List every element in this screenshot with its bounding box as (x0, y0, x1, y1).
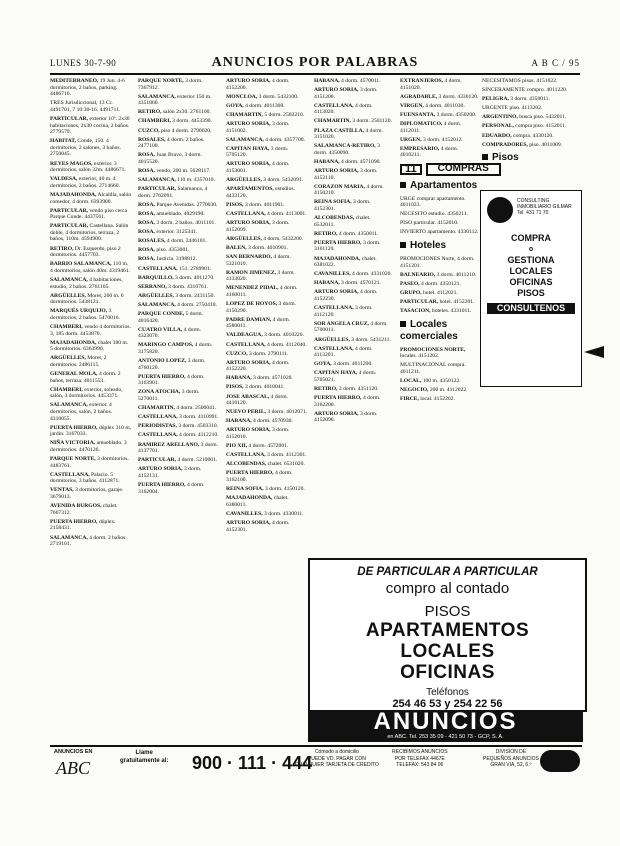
classified-ad: FIRCE, local. 4152202. (400, 396, 455, 403)
particular-phone-label: Teléfonos (426, 687, 469, 698)
classified-ad: SALAMANCA, 110 m. 4357010. (138, 177, 215, 184)
classified-ad: PASEO, 4 dorm. 4350121. (400, 280, 461, 287)
classified-ad: CAVANILLES, 3 dorm. 4330011. (226, 510, 304, 517)
classified-ad: NUEVO PERIL, 3 dorm. 4012071. (226, 409, 308, 416)
footer-payment-text: Cómodo a domicilio PUEDE VD. PAGAR CON CUALQUIER TARJETA DE CREDITO (295, 749, 379, 768)
classified-ad: EMPRESARIO, 4 dorm. 4010211. (400, 145, 459, 159)
classified-ad: ARTURO SORIA, 3 dorm. 4152090. (314, 410, 378, 424)
classified-ad: RAMON JIMENEZ, 3 dorm. 4133020. (226, 269, 295, 283)
classified-ad: CHAMARTIN, 4 dorm. 2500041. (138, 405, 217, 412)
classified-ad: PERSONAL, compra piso. 4152011. (482, 123, 567, 130)
classified-ad: SINCERAMENTE compro. 4011220. (482, 87, 568, 94)
classified-ad: PROMOCIONES Norte, 4 dorm. 4151201. (400, 256, 475, 269)
classified-ad: JOSE ABASCAL, 4 dorm. 4410120. (226, 393, 289, 407)
classified-ad: SALAMANCA, 4 dorm. 2750410. (138, 301, 217, 308)
classified-ad: PARTICULAR, exterior 10º. 2x30 habitaciones, 2x30 cocina, 2 baños. 2779579. (50, 115, 130, 136)
classified-ad: CUZCO, 3 dorm. 2790111. (226, 350, 289, 357)
section-apartamentos: Apartamentos (400, 180, 480, 192)
classified-ad: GENERAL MOLA, 4 dorm. 2 baños, terraza. 4011553. (50, 371, 121, 384)
classified-ad: ARTURO SORIA, 4 dorm. 4152301. (226, 519, 290, 533)
classified-ad: PROMOCIONES NORTE, locales. 4151202. (400, 346, 466, 360)
classified-ad: PUERTA HIERRO, dúplex 310 m, jardín. 3167033. (50, 424, 132, 438)
anuncios-banner (308, 710, 583, 742)
classified-ad: SALAMANCA, exterior. 4 dormitorios, salón, 2 baños. 4310055. (50, 402, 113, 422)
gilmar-line: CONSULTENOS (487, 303, 575, 314)
classified-ad: GOYA, 4 dorm. 4011300. (226, 102, 285, 109)
particular-apartamentos: APARTAMENTOS (365, 620, 530, 641)
classified-ad: BARQUILLO, 3 dorm. 4011270. (138, 274, 215, 281)
particular-pisos: PISOS (424, 603, 471, 620)
particular-headline: DE PARTICULAR A PARTICULAR (357, 566, 538, 578)
classified-ad: TASACION, hoteles. 4331011. (400, 308, 472, 315)
classified-ad: NECESITAMOS pisos. 4151022. (482, 78, 558, 84)
classified-ad: ROSA, piso. 4353001. (138, 247, 190, 254)
classified-ad: PISO particular. 4152010. (400, 220, 459, 227)
anuncios-contact: en ABC. Tel. 253 35 09 - 421 50 73 - GCP, S. A. (387, 734, 504, 740)
arrow-icon (584, 346, 604, 358)
classified-ad: ROSALES, 4 dorm. 2 baños. 2477100. (138, 136, 205, 150)
classified-ad: ARTURO SORIA, 3 dorm. 4151002. (226, 120, 290, 134)
classified-ad: ARTURO SORIA, 4 dorm. 4152230. (314, 289, 378, 303)
classified-ad: ROSA, Justicia. 3198812. (138, 256, 197, 263)
classified-ad: REINA SOFIA, 3 dorm. 4152301. (314, 199, 371, 212)
classified-ad: HABANA, 4 dorm. 4570930. (226, 418, 293, 425)
column-6 (482, 78, 578, 188)
classified-ad: AGRADABLE, 3 dorm. 4330120. (400, 93, 479, 100)
classified-ad: CHAMARTIN, 5 dorm. 2502210. (226, 111, 305, 118)
gilmar-line: PISOS (517, 288, 545, 298)
header-page-number: A B C / 95 (531, 58, 580, 68)
classified-ad: ARGÜELLES, Moret, 200 m. 6 dormitorios. 5438121. (50, 292, 124, 306)
classified-ad: PUERTA HIERRO, 4 dorm. 3163901. (138, 373, 205, 387)
classified-ad: PARTICULAR, hotel. 4152201. (400, 298, 475, 305)
column-2 (138, 78, 220, 738)
classified-ad: PUERTA HIERRO, 3 dorm. 3161120. (314, 239, 381, 253)
classified-ad: PUERTA HIERRO, 4 dorm. 3162200. (314, 395, 381, 408)
header-date: LUNES 30-7-90 (50, 58, 117, 68)
classified-ad: CASTELLANA, 3 dorm. 4110991. (138, 414, 219, 421)
classified-ad: AVENIDA BURGOS, chalet. 7667312. (50, 503, 118, 516)
classified-ad: CASTELLANA, Palacio. 5 dormitorios, 3 baños. 4112871. (50, 471, 120, 485)
classified-ad: ALCOBENDAS, chalet. 6531020. (226, 461, 305, 468)
particular-subheadline: compro al contado (385, 580, 510, 597)
classified-ad: HABANA, 3 dorm. 4570121. (314, 280, 381, 287)
classified-ad: ROSA, Juan Bravo, 3 dorm. 4015520. (138, 152, 202, 165)
classified-ad: CASTELLANA, 3 dorm. 4112301. (226, 452, 307, 459)
classified-ad: HABANA, 4 dorm. 4570011. (314, 78, 381, 84)
gilmar-line: LOCALES (509, 266, 553, 276)
classified-ad: HABANA, 3 dorm. 4571020. (226, 375, 293, 382)
gilmar-header: CONSULTING INMOBILIARIO GILMAR Tel. 431 71 70 (517, 198, 572, 216)
classified-ad: PADRE DAMIAN, 4 dorm. 4580011. (226, 316, 291, 330)
classified-ad: MAJADAHONDA, chalet 180 m. 5 dormitorios. 6363990. (50, 339, 129, 353)
section-pisos: Pisos (482, 152, 578, 164)
classified-ad: MEDITERRANEO, 19 Jun. 4-6 dormitorios, 2 baños, parking. 4486716. (50, 78, 125, 98)
classified-ad: ARTURO SORIA, 4 dorm. 4153001. (226, 161, 290, 175)
classified-ad: PARQUE CONDE, 5 dorm. 4016420. (138, 311, 204, 324)
classified-ad: VENTAS, 3 dormitorios, garaje. 3679013. (50, 487, 124, 501)
classified-ad: GRUPO, hotel. 4112021. (400, 289, 458, 296)
classified-ad: ROSA, exterior. 3125341. (138, 229, 198, 236)
classified-ad: PERIODISTAS, 3 dorm. 4503310. (138, 423, 219, 430)
classified-ad: ARTURO SORIA, 3 dorm. 4152010. (226, 427, 290, 441)
gilmar-advertisement: CONSULTING INMOBILIARIO GILMAR Tel. 431 71 70 COMPRA o GESTIONA LOCALES OFICINAS PISOS CONSULTENOS (480, 190, 582, 387)
section-number: 11 (400, 164, 422, 175)
classified-ad: PARQUE NORTE, 3 dorm. 7367912. (138, 78, 203, 91)
classified-ad: CASTELLANA, 4 dorm. 4113020. (314, 102, 373, 116)
classified-ad: HABITAT, Conde, 150. 4 dormitorios, 2 salones, 3 baños. 2750045. (50, 138, 122, 158)
classified-ad: ARTURO SORIA, 4 dorm. 4152200. (226, 78, 290, 91)
classified-ad: CUATRO VILLA, 4 dorm. 4323070. (138, 326, 202, 340)
compras-label: COMPRAS (426, 163, 501, 176)
classified-ad: CASTELLANA, 4 dorm. 4112040. (226, 341, 307, 348)
classified-ad: ARTURO SORIA, 3 dorm. 4152131. (138, 466, 202, 479)
classified-ad: NEGOCIO, 200 m. 4112022. (400, 387, 468, 394)
classified-ad: ARGENTINO, busca piso. 5432011. (482, 114, 567, 121)
classified-ad: PIO XII, 4 dorm. 4572001. (226, 443, 289, 450)
classified-ad: BALEN, 3 dorm. 4010901. (226, 244, 288, 251)
classified-ad: PARTICULAR, vendo piso cerca Parque Conde. 4437561. (50, 207, 128, 221)
classified-ad: EXTRANJEROS, 4 dorm. 4151020. (400, 78, 462, 91)
classified-ad: CORAZON MARIA, 4 dorm. 4150210. (314, 183, 384, 197)
classified-ad: REYES MAGOS, exterior. 3 dormitorios, salón 32m. 4486671. (50, 160, 126, 174)
classified-ad: MAJADAHONDA, chalet. 6381022. (314, 255, 377, 269)
classified-ad: CAPITAN HAYA, 3 dorm. 5705120. (226, 145, 289, 159)
classified-ad: SALAMANCA-RETIRO, 3 dorm. 4350090. (314, 143, 380, 156)
classified-ad: NECESITO estudio. 4350211. (400, 211, 469, 218)
classified-ad: MONCLOA, 3 dorm. 5432100. (226, 93, 299, 100)
classified-ad: ARGÜELLES, 3 dorm. 5431211. (314, 336, 391, 343)
classified-ad: SALAMANCA, exterior 150 m. 4351060. (138, 93, 212, 107)
classified-ad: SOR ANGELA CRUZ, 4 dorm. 5700011. (314, 320, 388, 334)
gilmar-line: COMPRA (511, 233, 551, 243)
classified-ad: NIÑA VICTORIA, amueblado. 3 dormitorios. 4470126. (50, 440, 127, 453)
footer-fax-text: RECIBIMOS ANUNCIOS POR TELEFAX 4467E TELEFAX: 543 84 06 (392, 749, 448, 768)
compras-heading (400, 162, 489, 176)
classified-ad: PARQUE NORTE, 3 dormitorios. 4483761. (50, 456, 129, 469)
classified-ad: PELIGRA, 3 dorm. 4350011. (482, 96, 550, 103)
classified-ad: SALAMANCA, 4 dorm. 2 baños. 2719101. (50, 534, 127, 548)
classified-ad: CASTELLANA, 4 dorm. 4113001. (226, 211, 307, 217)
classified-ad: COMPRADORES, piso. 4011009. (482, 141, 563, 148)
classified-ad: CUZCO, piso 4 dorm. 2790620. (138, 127, 212, 134)
particular-oficinas: OFICINAS (400, 662, 495, 683)
classified-ad: CASTELLANA, 4 dorm. 4112210. (138, 432, 219, 439)
classified-ad: ANTONIO LOPEZ, 3 dorm. 4760120. (138, 358, 206, 371)
classified-ad: BARRIO SALAMANCA, 110 m. 4 dormitorios, salón 40m. 4319461. (50, 261, 131, 274)
column-3 (226, 78, 308, 738)
classified-ad: ARTURO SORIA, 3 dorm. 4151200. (314, 87, 378, 100)
classified-ad: RETIRO, salón 2x30. 2761100. (138, 109, 211, 116)
classified-ad: VIRGEN, 4 dorm. 4011030. (400, 102, 465, 109)
classified-ad: ROSALES, 4 dorm. 2446101. (138, 238, 207, 245)
classified-ad: URGENTE piso. 4113202. (482, 105, 543, 112)
particular-phone: 254 46 53 y 254 22 56 (392, 698, 503, 710)
gilmar-line: OFICINAS (509, 277, 553, 287)
footer-call-text: Llame gratuitamente al: (120, 750, 169, 764)
classified-ad: ROSA, 3 dorm. 2 baños. 4011101. (138, 220, 216, 227)
classified-ad: ARGÜELLES, 3 dorm. 2431150. (138, 292, 215, 299)
particular-advertisement (308, 558, 587, 712)
classified-ad: TRES Jurisdiccional, 13 Cr. 4491701, 7 10:30-16. 4491711. (50, 100, 121, 113)
classified-ad: URGEN, 3 dorm. 4152012. (400, 136, 463, 143)
gcp-logo-icon (540, 750, 580, 772)
footer-banner (50, 745, 582, 785)
classified-ad: URGE comprar apartamento. 4011033. (400, 195, 466, 209)
classified-ad: ARGÜELLES, 3 dorm. 5432091. (226, 177, 304, 184)
classified-ad: CHAMARTIN, 3 dorm. 2501120. (314, 118, 392, 125)
classified-ad: ZONA ATOCHA, 3 dorm. 5270011. (138, 389, 200, 403)
classified-ad: PLAZA CASTILLA, 4 dorm. 3151020. (314, 127, 383, 141)
footer-division-text: DIVISION DE PEQUEÑOS ANUNCIOS GRAN VIA, 52, 6.º (483, 749, 539, 768)
classified-ad: RAMIREZ ARELLANO, 3 dorm. 4137701. (138, 441, 219, 455)
classified-ad: FUENSANTA, 3 dorm. 4350200. (400, 111, 477, 118)
classified-ad: SERRANO, 3 dorm. 4310761. (138, 283, 208, 290)
footer-label: ANUNCIOS EN (54, 749, 93, 755)
classified-ad: EDUARDO, compra. 4330120. (482, 132, 554, 139)
classified-ad: MAJADAHONDA, chalet. 6380011. (226, 495, 289, 508)
gilmar-line: GESTIONA (507, 255, 555, 265)
classified-ad: RETIRO, 4 dorm. 4350011. (314, 230, 379, 237)
classified-ad: ROSA, amueblado. 4029190. (138, 211, 205, 217)
classified-ad: PARTICULAR, Salamanca, 4 dorm. 2762091. (138, 186, 208, 199)
page-header (50, 55, 580, 75)
footer-phone-number: 900 · 111 · 444 (192, 753, 313, 773)
abc-logo: ABC (56, 758, 90, 778)
classified-ad: RETIRO, Dr. Esquerdo, piso 2 dormitorios. 4457703. (50, 245, 121, 259)
classified-ad: MARQUÉS URQUIJO, 3 dormitorios, 2 baños. 5470016. (50, 308, 120, 321)
particular-locales: LOCALES (400, 641, 495, 662)
classified-ad: ALCOBENDAS, chalet. 6532011. (314, 215, 371, 228)
classified-ad: PISOS, 3 dorm. 4011901. (226, 201, 285, 208)
classified-ad: HABANA, 4 dorm. 4571090. (314, 158, 381, 165)
classified-ad: ROSA, Parque Avenidas. 2770030. (138, 201, 218, 208)
classified-ad: PUERTA HIERRO, 4 dorm. 3162004. (138, 482, 205, 495)
classified-ad: CAPITAN HAYA, 4 dorm. 5705021. (314, 370, 377, 383)
classified-ad: MENENDEZ PIDAL, 4 dorm. 4160011. (226, 285, 298, 298)
classified-ad: ARTURO SORIA, 4 dorm. 4152220. (226, 359, 290, 373)
classified-ad: CASTELLANA, 3 dorm. 4112120. (314, 305, 373, 318)
classified-ad: INVIERTO apartamento. 4330112. (400, 229, 479, 236)
classified-ad: CHAMBERI, 3 dorm. 4453390. (138, 118, 212, 125)
classified-ad: ROSA, vendo, 200 m. 5628117. (138, 168, 211, 175)
classified-ad: MULTINACIONAL compra. 4011211. (400, 362, 466, 375)
gilmar-logo-icon (487, 197, 513, 223)
classified-ad: PUERTA HIERRO, 4 dorm. 3162100. (226, 470, 293, 483)
classified-ad: RETIRO, 3 dorm. 4351120. (314, 386, 379, 393)
classified-ad: GOYA, 3 dorm. 4011200. (314, 361, 373, 368)
classified-ad: ARGÜELLES, Moret, 2 dormitorios. 2486115. (50, 355, 107, 368)
classified-ad: ARGÜELLES, 4 dorm. 5432200. (226, 235, 304, 242)
classified-ad: ARTURO SORIA, 3 dorm. 4152110. (314, 168, 378, 181)
classified-ad: PISOS, 3 dorm. 4010041. (226, 384, 285, 391)
classified-ad: VALDEAGUA, 3 dorm. 4010220. (226, 332, 304, 339)
classified-ad: CAVANILLES, 4 dorm. 4331020. (314, 271, 392, 278)
classified-ad: VALDESA, exterior, 40 m. 4 dormitorios, 2 baños. 2714660. (50, 176, 120, 189)
section-locales: Locales comerciales (400, 319, 480, 343)
classified-ad: SALAMANCA, 4 dorm. 4357700. (226, 136, 305, 143)
classified-ad: LOCAL, 100 m. 4350122. (400, 378, 461, 385)
classified-ad: SALAMANCA, 4 habitaciones, estudio, 2 baños. 2761105. (50, 276, 123, 290)
classified-ad: PARTICULAR, Castellana. Salón doble, 4 dormitorios, terraza, 2 baños, 110m. 4594900. (50, 223, 129, 243)
classified-ad: BALNEARIO, 3 dorm. 4011210. (400, 271, 477, 278)
classified-ad: PUERTA HIERRO, dúplex. 2158431. (50, 518, 116, 532)
classified-ad: ARTURO SORIA, 3 dorm. 4152099. (226, 220, 290, 233)
classified-ad: CASTELLANA, 151. 2789901. (138, 265, 212, 272)
classified-ad: REINA SOFIA, 3 dorm. 4150120. (226, 486, 305, 493)
classified-ad: MAJADAHONDA, Alcaldía, salón comedor, 4 dorm. 6393900. (50, 191, 132, 205)
page-title: ANUNCIOS POR PALABRAS (211, 55, 419, 70)
classified-ad: SAN BERNARDO, 4 dorm. 5321010. (226, 253, 291, 267)
classified-ad: CASTELLANA, 4 dorm. 4113201. (314, 345, 373, 359)
classified-ad: LOPEZ DE HOYOS, 3 dorm. 4150290. (226, 301, 296, 314)
classified-ad: PARTICULAR, 4 dorm. 5210001. (138, 457, 218, 464)
classified-ad: MARINGO CAMPOS, 4 dorm. 3175820. (138, 342, 213, 355)
anuncios-title: ANUNCIOS (373, 708, 518, 735)
classified-ad: DIPLOMATICO, 4 dorm. 4112011. (400, 120, 462, 134)
classified-ad: CHAMBERI, vendo 4 dormitorios. 3, 185 dorm. 4453870. (50, 324, 131, 337)
column-1 (50, 78, 132, 738)
classified-ad: APARTAMENTOS, estudios. 4433120. (226, 186, 295, 199)
classified-ad: CHAMBERI, exterior, soleado, salón, 3 dormitorios. 4453371. (50, 386, 123, 400)
section-hoteles: Hoteles (400, 240, 480, 252)
